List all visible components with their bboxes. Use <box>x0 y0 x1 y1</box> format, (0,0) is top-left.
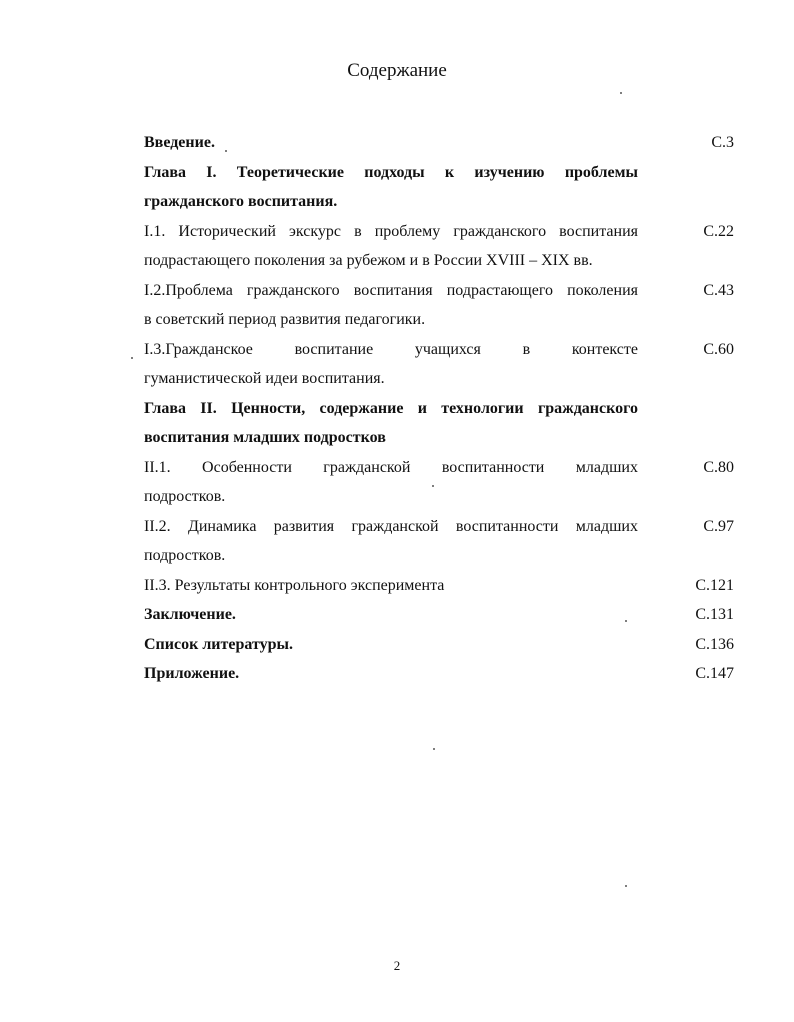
toc-entry-page: С.136 <box>695 635 734 653</box>
scan-speck <box>620 92 622 94</box>
toc-entry-page: С.3 <box>711 134 734 151</box>
toc-entry-page: С.97 <box>703 517 734 535</box>
page-number: 2 <box>393 958 401 973</box>
toc-entry-text: I.1. Исторический экскурс в проблему гражданского воспитания <box>144 222 638 240</box>
toc-entry-text: Глава I. Теоретические подходы к изучению проблемы <box>144 163 638 181</box>
scan-speck <box>433 748 435 750</box>
toc-entry-text-cont: гуманистической идеи воспитания. <box>144 370 385 387</box>
toc-entry-text-cont: воспитания младших подростков <box>144 429 386 446</box>
page-title: Содержание <box>347 60 447 81</box>
scan-speck <box>131 357 133 359</box>
toc-entry-2-1 <box>144 453 734 512</box>
toc-entry-2-2 <box>144 512 734 571</box>
toc-entry-text-cont: подростков. <box>144 488 226 505</box>
toc-entry-text-cont: гражданского воспитания. <box>144 193 338 210</box>
toc-entry-appendix <box>144 659 734 689</box>
toc-entry-text: Глава II. Ценности, содержание и технологии гражданского <box>144 399 638 417</box>
scan-speck <box>432 485 434 487</box>
toc-entry-page: С.43 <box>703 281 734 299</box>
toc-entry-text: Заключение. <box>144 606 236 623</box>
toc-entry-chapter-1 <box>144 158 734 217</box>
toc-entry-1-2 <box>144 276 734 335</box>
toc-entry-text-cont: подрастающего поколения за рубежом и в России XVIII – XIX вв. <box>144 252 593 269</box>
toc-entry-introduction <box>144 128 734 158</box>
toc-entry-page: С.131 <box>695 606 734 623</box>
toc-entry-text: Введение. <box>144 134 215 151</box>
toc-entry-text: II.1. Особенности гражданской воспитанности младших <box>144 458 638 476</box>
toc-entry-text: I.2.Проблема гражданского воспитания подрастающего поколения <box>144 281 638 299</box>
toc-entry-text: Список литературы. <box>144 635 293 653</box>
toc-entry-bibliography <box>144 630 734 660</box>
toc-entry-text: II.3. Результаты контрольного эксперимента <box>144 576 445 594</box>
table-of-contents <box>144 128 734 689</box>
toc-entry-1-3 <box>144 335 734 394</box>
toc-entry-1-1 <box>144 217 734 276</box>
scan-speck <box>225 150 227 152</box>
toc-entry-text-cont: в советский период развития педагогики. <box>144 311 426 328</box>
toc-entry-page: С.147 <box>695 665 734 682</box>
toc-entry-page: С.60 <box>703 340 734 358</box>
scan-speck <box>625 620 627 622</box>
toc-entry-text: I.3.Гражданское воспитание учащихся в контексте <box>144 340 638 358</box>
toc-entry-text-cont: подростков. <box>144 547 226 564</box>
toc-entry-text: II.2. Динамика развития гражданской воспитанности младших <box>144 517 638 535</box>
toc-entry-page: С.22 <box>703 222 734 240</box>
toc-entry-conclusion <box>144 600 734 630</box>
toc-entry-page: С.121 <box>695 576 734 594</box>
toc-entry-2-3 <box>144 571 734 601</box>
toc-entry-chapter-2 <box>144 394 734 453</box>
toc-entry-text: Приложение. <box>144 665 240 682</box>
scan-speck <box>625 885 627 887</box>
toc-entry-page: С.80 <box>703 458 734 476</box>
